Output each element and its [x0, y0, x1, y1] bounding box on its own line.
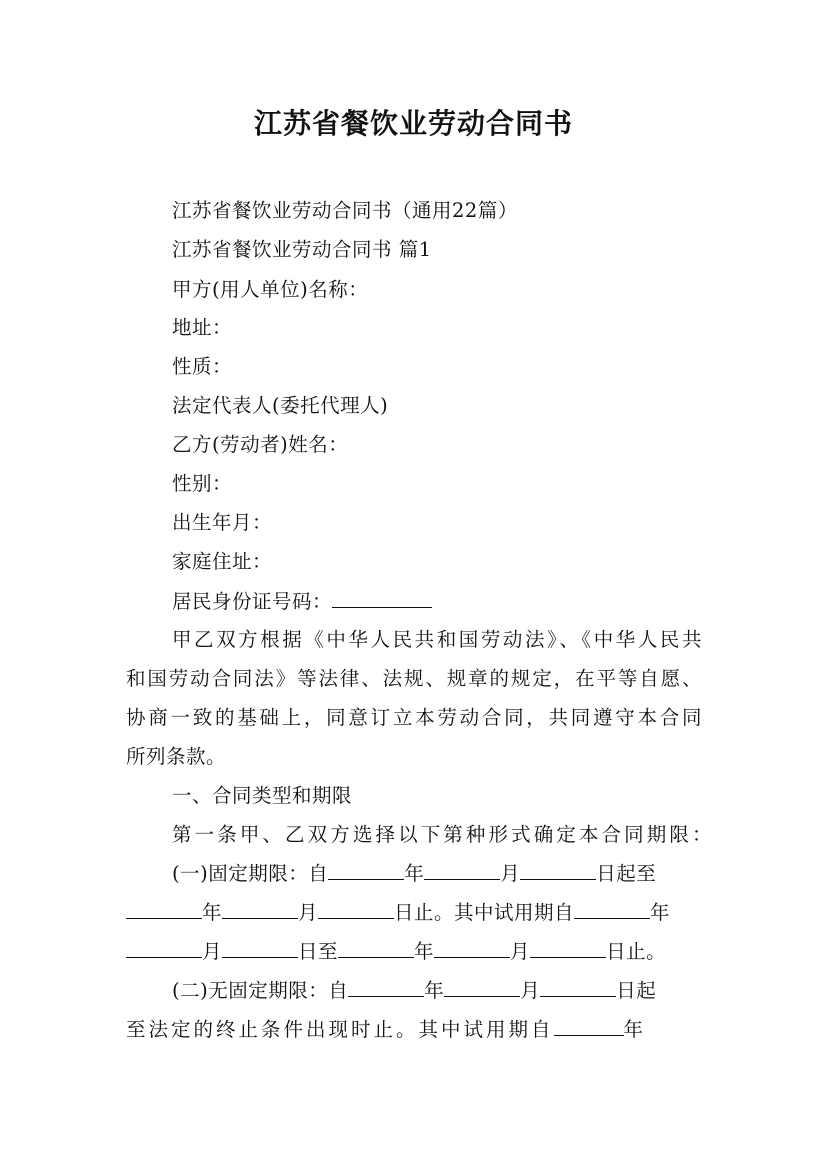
month-blank: [424, 859, 500, 880]
year-blank: [574, 898, 650, 919]
party-a-name-label: 甲方(用人单位)名称：: [172, 278, 369, 301]
paragraph-line: 协商一致的基础上，同意订立本劳动合同，共同遵守本合同: [126, 706, 702, 729]
fixed-term-line-1: [172, 859, 656, 888]
month-blank: [444, 976, 520, 997]
year-blank: [328, 859, 404, 880]
month-blank: [126, 937, 202, 958]
id-number-label: 居民身份证号码：: [172, 590, 333, 613]
paragraph-line: 所列条款。: [126, 745, 227, 768]
party-b-name-label: 乙方(劳动者)姓名：: [172, 433, 349, 456]
nature-label: 性质：: [172, 355, 233, 378]
day-from-text: 日起: [616, 979, 657, 1002]
year-blank: [348, 976, 424, 997]
fixed-term-label: (一)固定期限：自: [172, 862, 329, 885]
year-blank: [554, 1015, 624, 1036]
gender-label: 性别：: [172, 472, 233, 495]
open-term-continuation: 至法定的终止条件出现时止。其中试用期自: [126, 1018, 554, 1041]
section-heading: 一、合同类型和期限: [172, 784, 353, 807]
year-unit: 年: [650, 901, 671, 924]
month-unit: 月: [298, 901, 319, 924]
day-to-text: 日至: [298, 940, 339, 963]
year-blank: [126, 898, 202, 919]
year-unit: 年: [414, 940, 435, 963]
probation-from-text: 日止。其中试用期自: [394, 901, 575, 924]
home-address-label: 家庭住址：: [172, 550, 273, 573]
legal-representative-label: 法定代表人(委托代理人): [172, 394, 389, 417]
day-blank: [540, 976, 616, 997]
month-unit: 月: [202, 940, 223, 963]
month-unit: 月: [520, 979, 541, 1002]
month-unit: 月: [500, 862, 521, 885]
open-term-line-2: [126, 1015, 646, 1044]
paragraph-line: 和国劳动合同法》等法律、法规、规章的规定，在平等自愿、: [126, 667, 702, 690]
subtitle-line: 江苏省餐饮业劳动合同书（通用22篇）: [172, 199, 518, 222]
day-blank: [530, 937, 606, 958]
document-title: 江苏省餐饮业劳动合同书: [253, 107, 573, 140]
day-from-text: 日起至: [596, 862, 657, 885]
open-term-label: (二)无固定期限：自: [172, 979, 349, 1002]
day-blank: [318, 898, 394, 919]
fixed-term-line-3: [126, 937, 666, 966]
address-label: 地址：: [172, 316, 233, 339]
year-unit: 年: [404, 862, 425, 885]
day-blank: [222, 937, 298, 958]
year-blank: [338, 937, 414, 958]
month-blank: [222, 898, 298, 919]
year-unit: 年: [202, 901, 223, 924]
month-blank: [434, 937, 510, 958]
article-one-text: 第一条甲、乙双方选择以下第种形式确定本合同期限：: [172, 823, 712, 846]
paragraph-line: 甲乙双方根据《中华人民共和国劳动法》、《中华人民共: [172, 628, 702, 651]
day-blank: [520, 859, 596, 880]
id-number-blank: [332, 587, 432, 608]
year-unit: 年: [623, 1018, 647, 1041]
fixed-term-line-2: [126, 898, 670, 927]
birth-date-label: 出生年月：: [172, 511, 273, 534]
day-stop-text: 日止。: [606, 940, 667, 963]
chapter-heading: 江苏省餐饮业劳动合同书 篇1: [172, 238, 432, 261]
open-term-line-1: [172, 976, 656, 1005]
month-unit: 月: [510, 940, 531, 963]
year-unit: 年: [424, 979, 445, 1002]
id-number-line: [172, 587, 432, 616]
